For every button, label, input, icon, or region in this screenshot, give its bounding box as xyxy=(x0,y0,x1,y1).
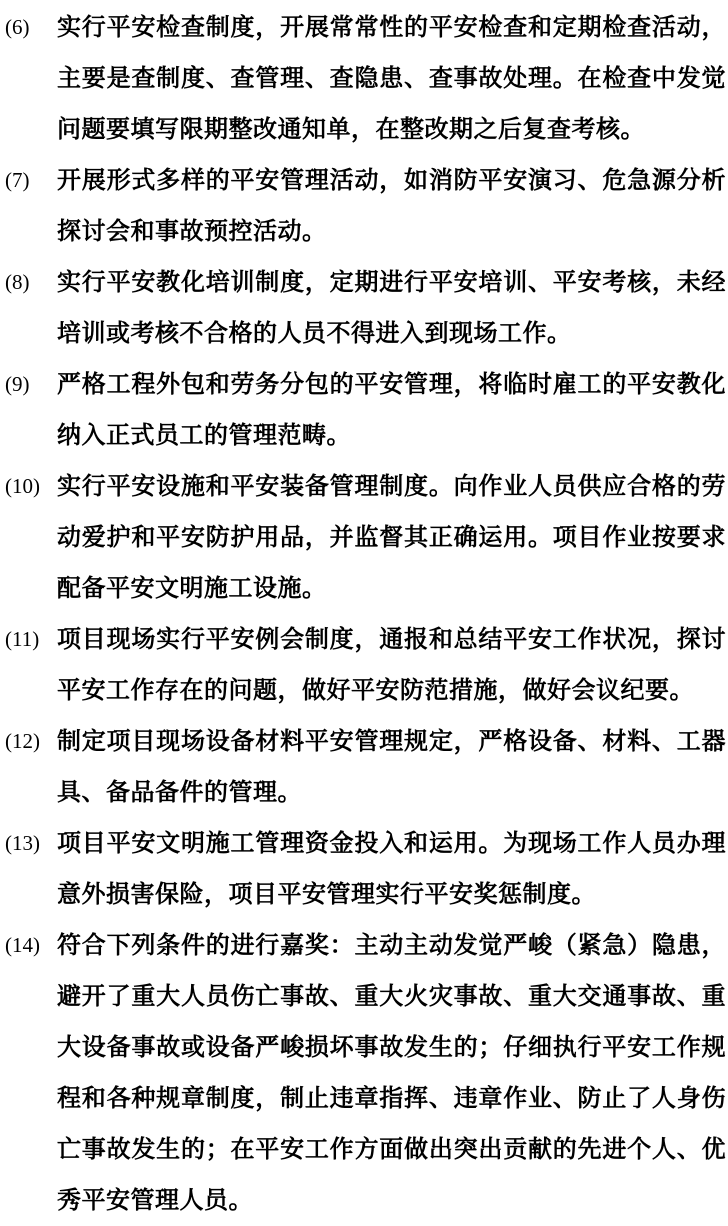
item-number: (13) xyxy=(5,831,40,855)
list-item xyxy=(5,2,726,155)
item-text: 项目平安文明施工管理资金投入和运用。为现场工作人员办理意外损害保险，项目平安管理实行平安奖惩制度。 xyxy=(57,829,726,908)
item-number: (11) xyxy=(5,627,40,651)
list-item xyxy=(5,716,726,818)
item-number: (12) xyxy=(5,729,40,753)
item-text: 实行平安设施和平安装备管理制度。向作业人员供应合格的劳动爱护和平安防护用品，并监督其正确运用。项目作业按要求配备平安文明施工设施。 xyxy=(57,472,726,602)
item-text: 符合下列条件的进行嘉奖：主动主动发觉严峻（紧急）隐患，避开了重大人员伤亡事故、重大火灾事故、重大交通事故、重大设备事故或设备严峻损坏事故发生的；仔细执行平安工作规程和各种规章制度，制止违章指挥、违章作业、防止了人身伤亡事故发生的；在平安工作方面做出突出贡献的先进个人、优秀平安管理人员。 xyxy=(57,931,726,1214)
list-item xyxy=(5,920,726,1226)
item-number: (14) xyxy=(5,933,40,957)
item-number: (10) xyxy=(5,474,40,498)
list-item xyxy=(5,359,726,461)
list-item xyxy=(5,818,726,920)
item-text: 严格工程外包和劳务分包的平安管理，将临时雇工的平安教化纳入正式员工的管理范畴。 xyxy=(57,370,726,449)
item-number: (7) xyxy=(5,168,30,192)
item-number: (9) xyxy=(5,372,30,396)
list-item xyxy=(5,614,726,716)
item-number: (6) xyxy=(5,15,30,39)
item-text: 实行平安检查制度，开展常常性的平安检查和定期检查活动，主要是查制度、查管理、查隐患、查事故处理。在检查中发觉问题要填写限期整改通知单，在整改期之后复查考核。 xyxy=(57,13,726,143)
list-item xyxy=(5,257,726,359)
item-text: 实行平安教化培训制度，定期进行平安培训、平安考核，未经培训或考核不合格的人员不得进入到现场工作。 xyxy=(57,268,726,347)
item-text: 项目现场实行平安例会制度，通报和总结平安工作状况，探讨平安工作存在的问题，做好平安防范措施，做好会议纪要。 xyxy=(57,625,726,704)
item-text: 制定项目现场设备材料平安管理规定，严格设备、材料、工器具、备品备件的管理。 xyxy=(57,727,726,806)
item-text: 开展形式多样的平安管理活动，如消防平安演习、危急源分析探讨会和事故预控活动。 xyxy=(57,166,726,245)
list-item xyxy=(5,155,726,257)
item-number: (8) xyxy=(5,270,30,294)
list-item xyxy=(5,461,726,614)
